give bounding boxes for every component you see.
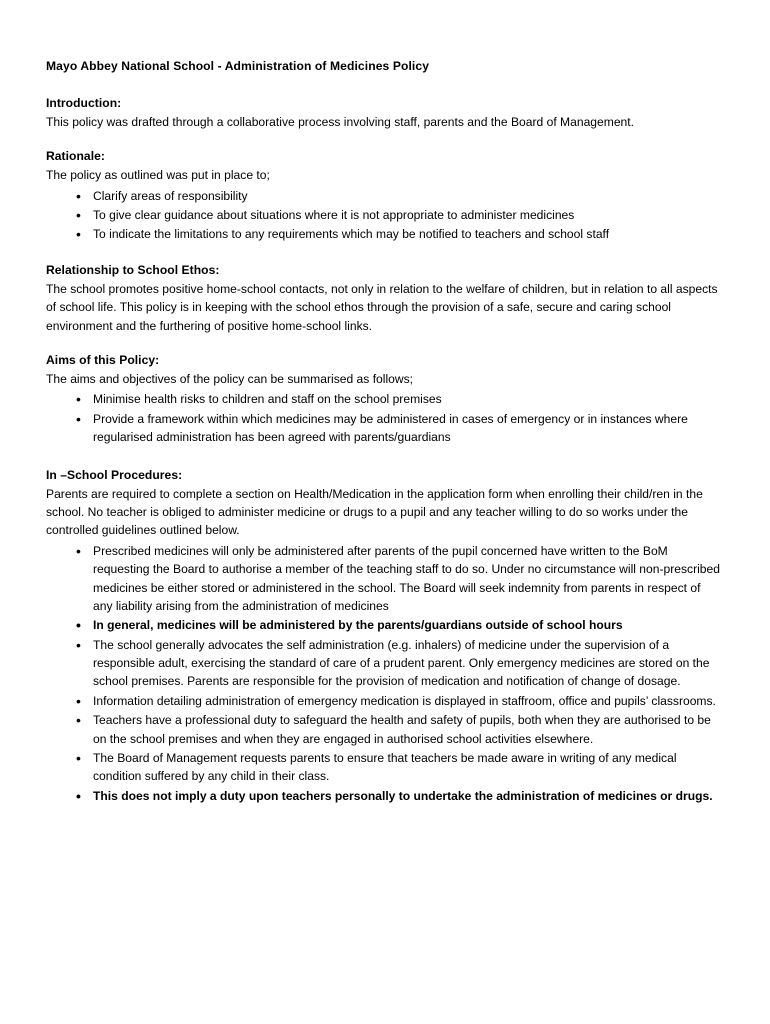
section-heading: Introduction: [46,95,122,110]
list-item: • Information detailing administration of emergency medication is displayed in staffroom, office and pupils’ classrooms. [46,692,722,710]
section-heading: Rationale: [46,149,105,164]
list-item: • The Board of Management requests parents to ensure that teachers be made aware in writing of any medical condition suffered by any child in their class. [46,749,722,786]
bullet-list [46,187,722,244]
section-rationale [46,147,722,244]
page-title: Mayo Abbey National School - Administration of Medicines Policy [46,59,430,73]
bullet-list [46,390,722,446]
section-paragraph: The school promotes positive home-school contacts, not only in relation to the welfare of children, but in relation to all aspects of school life. This policy is in keeping with the school ethos through the provision of a safe, secure and caring school environment and the furthering of positive home-school links. [46,281,718,333]
bullet-list [46,542,722,805]
section-heading: Relationship to School Ethos: [46,262,220,277]
list-item: • To give clear guidance about situations where it is not appropriate to administer medicines [46,206,722,224]
section-paragraph: The aims and objectives of the policy can be summarised as follows; [46,372,414,387]
spacer [46,131,722,147]
section-relationship-to-school-ethos [46,261,722,335]
list-item: • This does not imply a duty upon teachers personally to undertake the administration of medicines or drugs. [46,787,722,805]
list-item: • Clarify areas of responsibility [46,187,722,205]
section-paragraph: Parents are required to complete a section on Health/Medication in the application form when enrolling their child/ren in the school. No teacher is obliged to administer medicine or drugs to a pupil and any teacher willing to do so works under the controlled guidelines outlined below. [46,486,703,538]
list-item: • Provide a framework within which medicines may be administered in cases of emergency or in instances where regularised administration has been agreed with parents/guardians [46,410,722,447]
section-heading: In –School Procedures: [46,467,183,482]
spacer [46,448,722,466]
section-heading: Aims of this Policy: [46,352,160,367]
list-item: • Prescribed medicines will only be administered after parents of the pupil concerned have written to the BoM requesting the Board to authorise a member of the teaching staff to do so. Under no circumstance will non-prescribed medicines be either stored or administered in the school. The Board will seek indemnity from parents in respect of any liability arising from the administration of medicines [46,542,722,616]
section-aims-of-this-policy [46,351,722,447]
section-introduction [46,94,722,132]
list-item: • The school generally advocates the self administration (e.g. inhalers) of medicine under the supervision of a responsible adult, exercising the standard of care of a prudent parent. Only emergency medicines are stored on the school premises. Parents are responsible for the provision of medication and notification of change of dosage. [46,636,722,691]
list-item: • In general, medicines will be administered by the parents/guardians outside of school hours [46,616,722,634]
list-item: • Minimise health risks to children and staff on the school premises [46,390,722,408]
spacer [46,245,722,261]
list-item: • To indicate the limitations to any requirements which may be notified to teachers and school staff [46,225,722,243]
section-paragraph: The policy as outlined was put in place to; [46,168,270,183]
list-item: • Teachers have a professional duty to safeguard the health and safety of pupils, both when they are authorised to be on the school premises and when they are engaged in authorised school activities elsewhere. [46,711,722,748]
section-paragraph: This policy was drafted through a collaborative process involving staff, parents and the Board of Management. [46,114,634,129]
section-in-school-procedures [46,466,722,806]
spacer [46,335,722,351]
